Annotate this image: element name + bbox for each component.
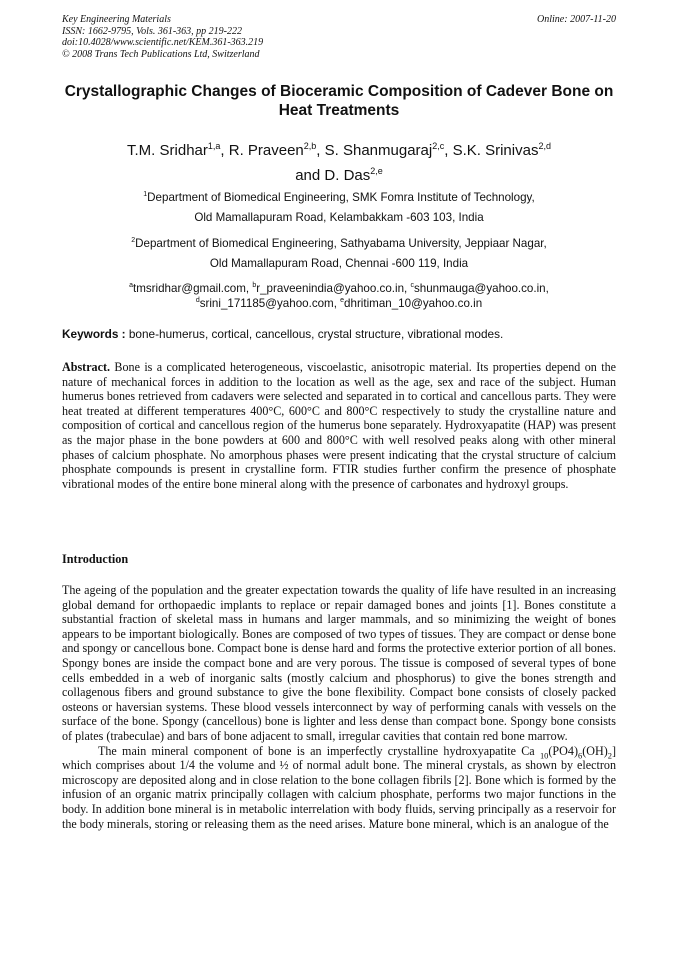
email-mark: d — [195, 297, 200, 305]
author-affiliation-mark: 2,b — [303, 141, 317, 151]
author-affiliation-mark: 2,c — [432, 141, 445, 151]
section-heading-introduction: Introduction — [62, 552, 129, 566]
keywords-text: bone-humerus, cortical, cancellous, crystal structure, vibrational modes. — [125, 327, 504, 341]
email-address[interactable]: r_praveenindia@yahoo.co.in — [256, 282, 405, 295]
author-emails: $^a$tmsridhar@gmail.com, $^b$r_praveenindia@yahoo.co.in, $^c$shunmauga@yahoo.co.in, $^d$srini_171185@yahoo.com, $^e$dhritiman_10@yahoo.co.in — [129, 282, 549, 310]
journal-issn: ISSN: 1662-9795, Vols. 361-363, pp 219-222 — [62, 25, 242, 37]
email-address[interactable]: tmsridhar@gmail.com — [133, 282, 246, 295]
paragraph: The ageing of the population and the greater expectation towards the quality of life have resulted in an increasing global demand for orthopaedic implants to replace or repair damaged bones and joints [1]. Bones constitute a substantial fraction of skeletal mass in humans and larger mammals, and so minimizing the weight of bones appears to be important biologically. Bones are composed of two types of tissues. They are compact or dense bone and spongy or cancellous bone. Compact bone is dense hard and forms the protective exterior portion of all bones. Spongy bones are inside the compact bone and are very porous. The tissue is composed of several types of bone cells embedded in a web of inorganic salts (mostly calcium and phosphorus) to give the bones strength and collagenous fibers and ground substance to give the bone flexibility. Compact bone consists of closely packed osteons or haversian systems. These blood vessels interconnect by way of performing canals with vessels on the surface of the bone. Spongy (cancellous) bone is lighter and less dense than compact bone. Spongy bone consists of plates (trabeculae) and bars of bone adjacent to small, irregular cavities that contain red bone marrow. — [62, 583, 616, 743]
email-address[interactable]: dhritiman_10@yahoo.co.in — [344, 297, 483, 310]
affiliation-line: Old Mamallapuram Road, Kelambakkam -603 103, India — [194, 211, 484, 224]
affiliation-line: Department of Biomedical Engineering, SMK Fomra Institute of Technology, — [147, 191, 535, 204]
keywords — [62, 327, 616, 342]
author-name: S. Shanmugaraj — [324, 142, 433, 159]
affiliation-mark: 1 — [143, 191, 148, 199]
email-address[interactable]: srini_171185@yahoo.com — [199, 297, 334, 310]
author-affiliation-mark: 2,d — [538, 141, 551, 151]
affiliation-mark: 2 — [131, 237, 136, 245]
email-mark: a — [129, 282, 133, 290]
email-mark: b — [252, 282, 257, 290]
journal-doi[interactable]: doi:10.4028/www.scientific.net/KEM.361-363.219 — [62, 37, 264, 48]
author-name: S.K. Srinivas — [452, 142, 539, 159]
journal-name: Key Engineering Materials — [62, 14, 171, 25]
affiliation-line: Old Mamallapuram Road, Chennai -600 119, India — [209, 257, 469, 270]
author-list: T.M. Sridhar$^{1,a}$, R. Praveen$^{2,b}$, S. Shanmugaraj$^{2,c}$, S.K. Srinivas$^{2,d}$ and D. Das$^{2,e}$ — [127, 141, 551, 184]
abstract-label: Abstract. — [62, 360, 111, 374]
introduction-body — [62, 583, 616, 831]
journal-copyright: © 2008 Trans Tech Publications Ltd, Switzerland — [62, 48, 260, 60]
abstract-text: Bone is a complicated heterogeneous, viscoelastic, anisotropic material. Its properties depend on the nature of mechanical forces in addition to the location as well as the age, sex and race of the subject. Human humerus bones retrieved from cadavers were selected and separated in to cortical and cancellous parts. They were heat treated at different temperatures 400°C, 600°C and 800°C respectively to study the crystalline nature and composition of cortical and cancellous region of the humerus bone separately. Hydroxyapatite (HAP) was present as the major phase in the bone powders at 600 and 800°C with well resolved peaks along with other mineral phases of calcium phosphate. No amorphous phases were present indicating that the crystal structure of calcium phosphate compounds is present in crystalline form. FTIR studies further confirm the presence of phosphate vibrational modes of the entire bone mineral along with the presence of carbonates and hydroxyl groups. — [62, 360, 616, 491]
author-affiliation-mark: 2,e — [370, 166, 383, 176]
author-affiliation-mark: 1,a — [207, 141, 221, 151]
keywords-label: Keywords : — [62, 327, 126, 341]
abstract — [62, 360, 616, 491]
author-name: D. Das — [324, 167, 371, 184]
author-name: R. Praveen — [228, 142, 304, 159]
affiliation-line: Department of Biomedical Engineering, Sathyabama University, Jeppiaar Nagar, — [135, 237, 547, 250]
paragraph: The main mineral component of bone is an imperfectly crystalline hydroxyapatite Ca $_{10}(PO4)_6(OH)_2$] which comprises about 1/4 the volume and ½ of normal adult bone. The mineral crystals, as shown by electron microscopy are deposited along and in close relation to the bone collagen fibrils [2]. Bone which is formed by the infusion of an organic matrix principally collagen with calcium phosphate, performs two major functions in the body. In addition bone mineral is in metabolic interrelation with body fluids, serving principally as a reservoir for the body minerals, storing or releasing them as the need arises. Mature bone mineral, which is an analogue of the — [62, 743, 616, 831]
paper-title: Crystallographic Changes of Bioceramic Composition of Cadever Bone on Heat Treatments — [64, 83, 614, 119]
journal-header — [62, 14, 263, 60]
email-mark: c — [410, 282, 414, 290]
email-address[interactable]: shunmauga@yahoo.co.in — [413, 282, 546, 295]
affiliation-2 — [62, 234, 616, 274]
online-date: Online: 2007-11-20 — [537, 14, 616, 25]
email-mark: e — [340, 297, 345, 305]
affiliation-1 — [62, 188, 616, 228]
author-name: T.M. Sridhar — [127, 142, 208, 159]
